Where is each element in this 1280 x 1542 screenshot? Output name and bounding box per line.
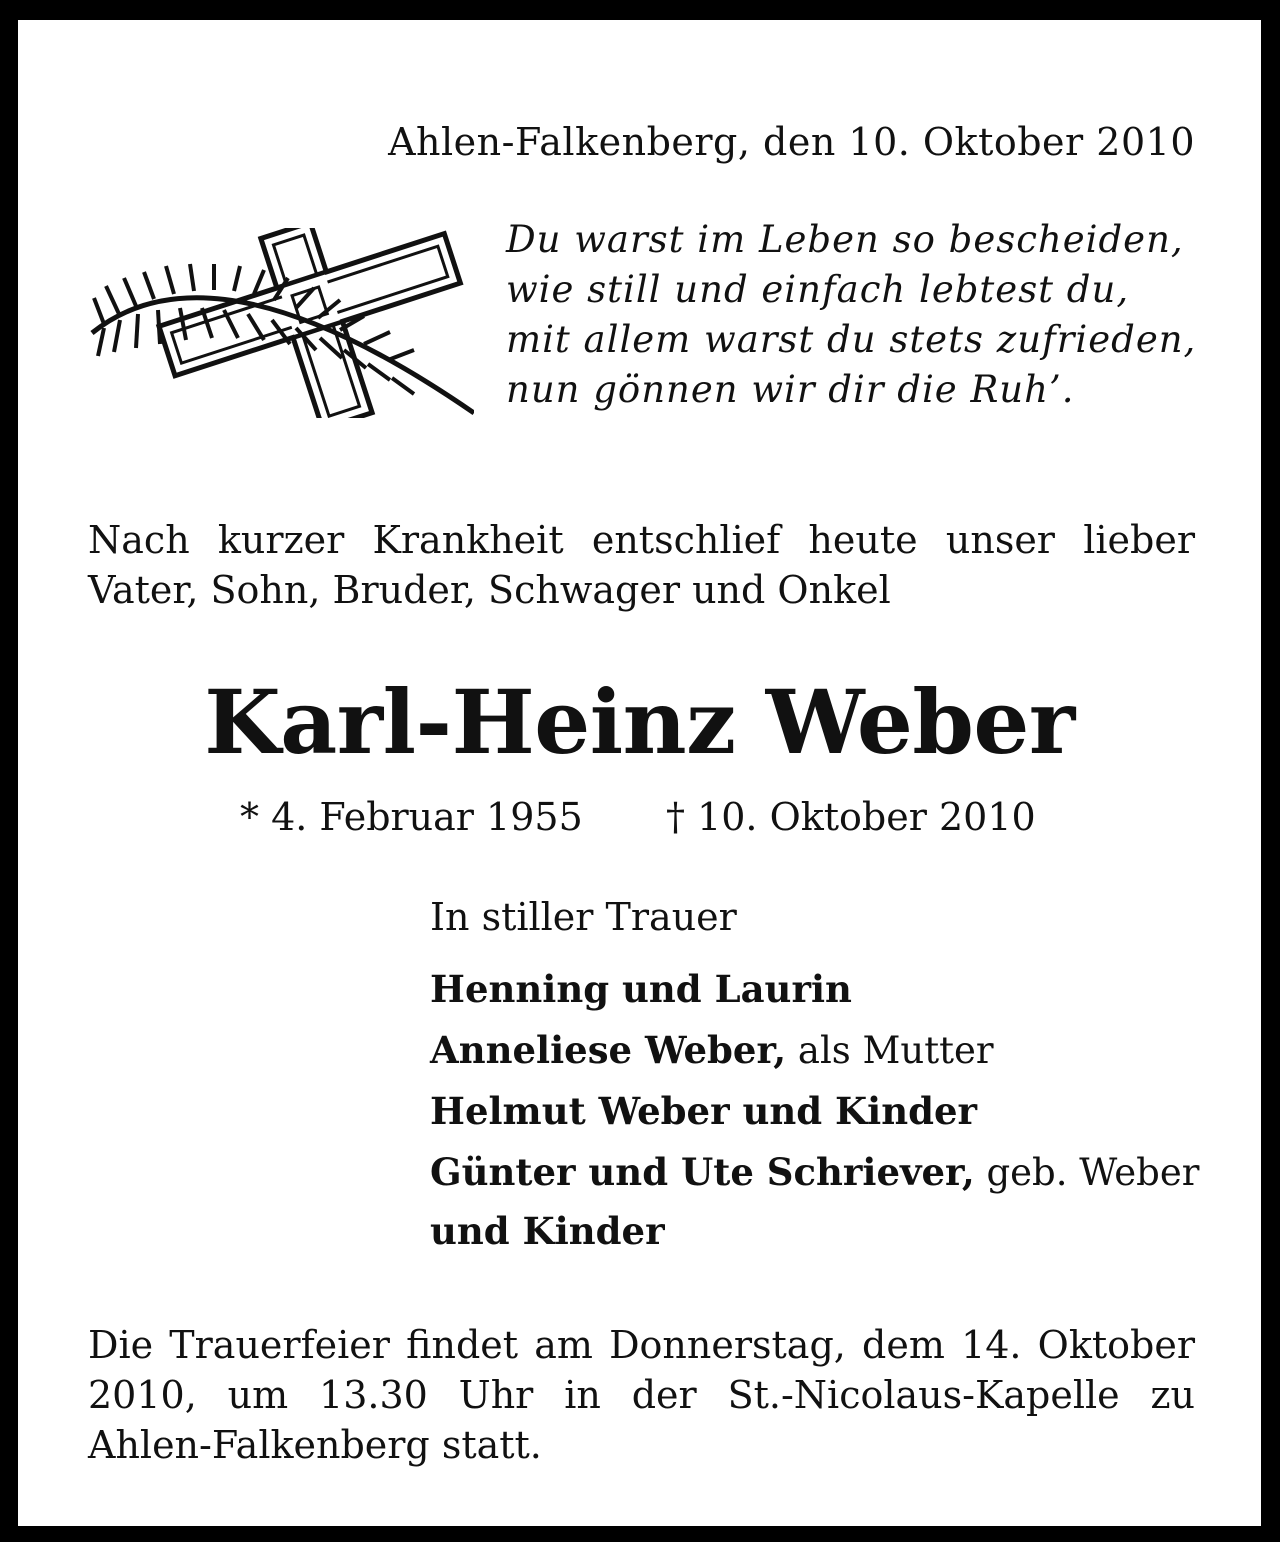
intro-line: Vater, Sohn, Bruder, Schwager und Onkel bbox=[88, 568, 891, 612]
funeral-line: Ahlen-Falkenberg statt. bbox=[88, 1423, 542, 1467]
intro-text bbox=[88, 515, 1195, 615]
cross-with-palm-branch-icon bbox=[84, 228, 474, 418]
mourner-relation: geb. Weber bbox=[974, 1151, 1200, 1194]
verse-line: mit allem warst du stets zufrieden, bbox=[506, 318, 1197, 361]
death-date: † 10. Oktober 2010 bbox=[666, 795, 1036, 839]
funeral-line: 2010, um 13.30 Uhr in der St.-Nicolaus-Kapelle zu bbox=[88, 1373, 1195, 1417]
verse-line: wie still und einfach lebtest du, bbox=[506, 268, 1130, 311]
obituary-notice bbox=[18, 20, 1261, 1526]
mourner-name: Anneliese Weber, bbox=[430, 1028, 787, 1072]
verse-line: Du warst im Leben so bescheiden, bbox=[506, 218, 1184, 261]
memorial-verse bbox=[506, 215, 1196, 415]
place-and-date: Ahlen-Falkenberg, den 10. Oktober 2010 bbox=[388, 120, 1195, 164]
mourner-name: Günter und Ute Schriever, bbox=[430, 1150, 975, 1194]
verse-line: nun gönnen wir dir die Ruh’. bbox=[506, 368, 1075, 411]
mourner-relation: als Mutter bbox=[786, 1029, 994, 1072]
mourner-entry bbox=[430, 1028, 994, 1072]
funeral-line: Die Trauerfeier findet am Donnerstag, dem 14. Oktober bbox=[88, 1323, 1195, 1367]
mourner-entry bbox=[430, 1209, 665, 1253]
funeral-announcement bbox=[88, 1320, 1195, 1470]
mourner-entry bbox=[430, 1089, 977, 1133]
mourner-name: und Kinder bbox=[430, 1209, 665, 1253]
mourner-name: Helmut Weber und Kinder bbox=[430, 1089, 978, 1133]
mourner-entry bbox=[430, 967, 852, 1011]
deceased-name: Karl-Heinz Weber bbox=[204, 670, 1075, 774]
intro-line: Nach kurzer Krankheit entschlief heute unser lieber bbox=[88, 518, 1195, 562]
mourning-heading: In stiller Trauer bbox=[430, 895, 737, 939]
mourner-entry bbox=[430, 1150, 1199, 1194]
mourner-name: Henning und Laurin bbox=[430, 967, 852, 1011]
birth-date: * 4. Februar 1955 bbox=[240, 795, 583, 839]
